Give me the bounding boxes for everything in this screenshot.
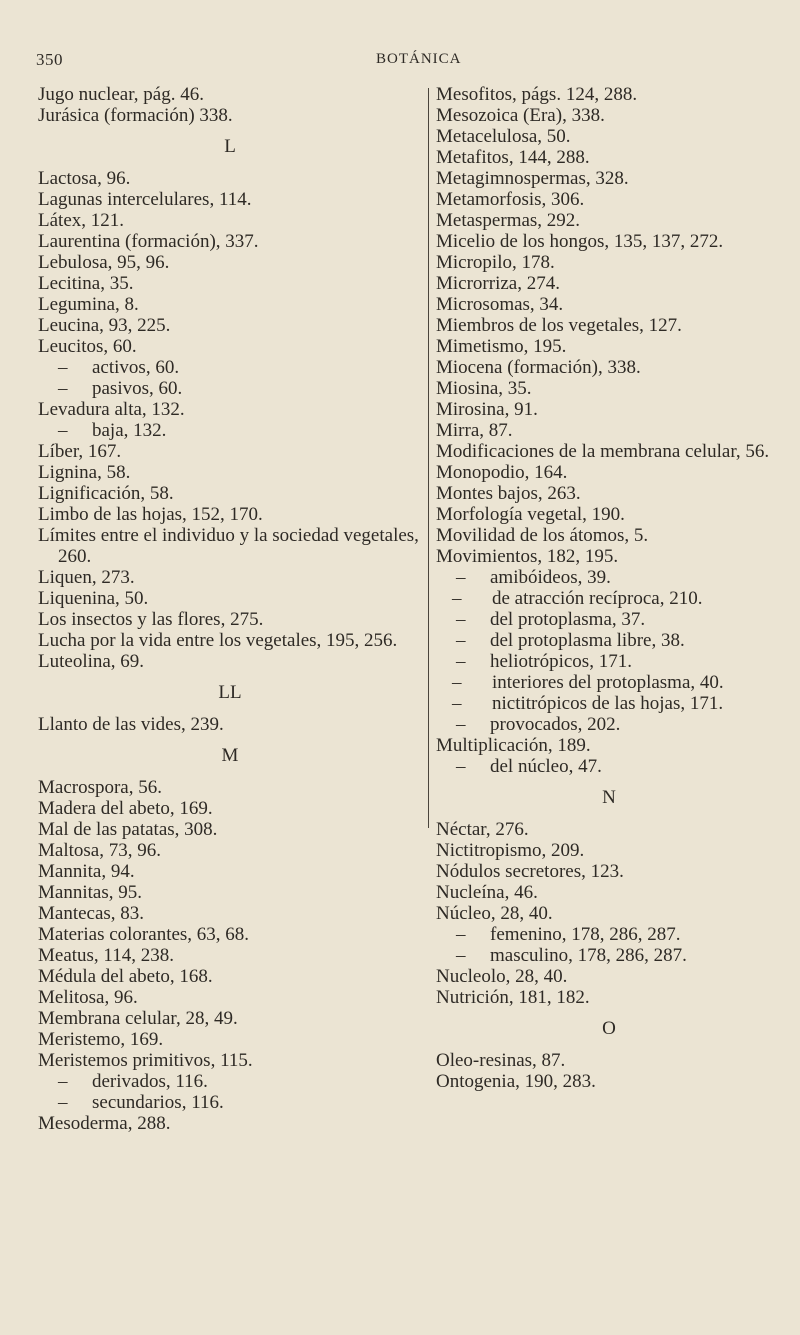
index-subentry: – del protoplasma libre, 38. <box>456 630 685 651</box>
index-subentry: – pasivos, 60. <box>58 378 183 399</box>
page-number: 350 <box>36 50 63 69</box>
index-entry: Ontogenia, 190, 283. <box>436 1071 596 1092</box>
index-entry: Lactosa, 96. <box>38 168 131 189</box>
index-entry: Los insectos y las flores, 275. <box>38 609 264 630</box>
index-entry: Nucleolo, 28, 40. <box>436 966 568 987</box>
index-entry: Liquenina, 50. <box>38 588 149 609</box>
index-entry: Jurásica (formación) 338. <box>38 105 233 126</box>
index-subentry: – secundarios, 116. <box>58 1092 224 1113</box>
index-entry: Meristemos primitivos, 115. <box>38 1050 253 1071</box>
ditto-dash: – <box>58 378 68 399</box>
index-entry: Modificaciones de la membrana celular, 56. <box>436 441 770 462</box>
index-entry: Nucleína, 46. <box>436 882 538 903</box>
ditto-dash: – <box>456 945 466 966</box>
index-subentry: – interiores del protoplasma, 40. <box>452 672 724 693</box>
section-heading-n: N <box>602 787 616 808</box>
index-entry: Microsomas, 34. <box>436 294 564 315</box>
ditto-dash: – <box>456 630 466 651</box>
index-entry: Mannita, 94. <box>38 861 135 882</box>
index-entry: Micropilo, 178. <box>436 252 555 273</box>
section-heading-m: M <box>221 745 239 766</box>
index-column-right <box>436 84 782 1092</box>
ditto-dash: – <box>58 357 68 378</box>
index-subentry: – activos, 60. <box>58 357 180 378</box>
index-entry: Médula del abeto, 168. <box>38 966 213 987</box>
ditto-dash: – <box>58 420 68 441</box>
index-entry: Metafitos, 144, 288. <box>436 147 590 168</box>
ditto-dash: – <box>58 1071 68 1092</box>
index-entry: Metaspermas, 292. <box>436 210 581 231</box>
index-entry: Látex, 121. <box>38 210 125 231</box>
index-entry: Movimientos, 182, 195. <box>436 546 619 567</box>
index-subentry: – femenino, 178, 286, 287. <box>456 924 681 945</box>
index-entry: Nictitropismo, 209. <box>436 840 585 861</box>
index-subentry: – baja, 132. <box>58 420 167 441</box>
index-entry: Limbo de las hojas, 152, 170. <box>38 504 263 525</box>
section-heading-ll: LL <box>218 682 242 703</box>
index-entry: Metacelulosa, 50. <box>436 126 571 147</box>
index-entry: Lecitina, 35. <box>38 273 134 294</box>
running-title: BOTÁNICA <box>376 51 462 67</box>
index-entry: Melitosa, 96. <box>38 987 138 1008</box>
index-entry: Movilidad de los átomos, 5. <box>436 525 649 546</box>
index-entry: Núcleo, 28, 40. <box>436 903 553 924</box>
index-entry: Miosina, 35. <box>436 378 532 399</box>
index-entry: Liquen, 273. <box>38 567 135 588</box>
index-entry: Lignificación, 58. <box>38 483 174 504</box>
ditto-dash: – <box>456 756 466 777</box>
index-entry: Oleo-resinas, 87. <box>436 1050 566 1071</box>
ditto-dash: – <box>58 1092 68 1113</box>
index-entry: Mimetismo, 195. <box>436 336 567 357</box>
index-entry: Materias colorantes, 63, 68. <box>38 924 250 945</box>
index-entry: Montes bajos, 263. <box>436 483 581 504</box>
index-entry: Legumina, 8. <box>38 294 139 315</box>
index-subentry: – del protoplasma, 37. <box>456 609 646 630</box>
ditto-dash: – <box>456 609 466 630</box>
index-entry: Mal de las patatas, 308. <box>38 819 218 840</box>
index-subentry: – nictitrópicos de las hojas, 171. <box>452 693 724 714</box>
ditto-dash: – <box>456 924 466 945</box>
index-subentry: – amibóideos, 39. <box>456 567 611 588</box>
index-entry: Macrospora, 56. <box>38 777 162 798</box>
section-heading-l: L <box>224 136 236 157</box>
page-header <box>36 50 476 78</box>
index-entry: Microrriza, 274. <box>436 273 560 294</box>
index-entry: Madera del abeto, 169. <box>38 798 213 819</box>
index-entry: Nódulos secretores, 123. <box>436 861 624 882</box>
ditto-dash: – <box>456 714 466 735</box>
index-entry: Leucitos, 60. <box>38 336 137 357</box>
ditto-dash: – <box>452 693 462 714</box>
ditto-dash: – <box>452 588 462 609</box>
index-entry: Meatus, 114, 238. <box>38 945 174 966</box>
index-entry: Leucina, 93, 225. <box>38 315 171 336</box>
index-subentry: – del núcleo, 47. <box>456 756 602 777</box>
index-entry: Laurentina (formación), 337. <box>38 231 259 252</box>
index-entry: Mirosina, 91. <box>436 399 538 420</box>
index-entry: Monopodio, 164. <box>436 462 568 483</box>
index-entry: Jugo nuclear, pág. 46. <box>38 84 204 105</box>
index-entry: Micelio de los hongos, 135, 137, 272. <box>436 231 724 252</box>
index-entry: Morfología vegetal, 190. <box>436 504 625 525</box>
index-entry: Límites entre el individuo y la sociedad vegetales, 260. <box>38 525 419 567</box>
index-entry: Metamorfosis, 306. <box>436 189 585 210</box>
index-subentry: – masculino, 178, 286, 287. <box>456 945 687 966</box>
index-column-left <box>38 84 422 1134</box>
index-entry: Levadura alta, 132. <box>38 399 185 420</box>
index-entry: Miocena (formación), 338. <box>436 357 641 378</box>
index-entry: Mannitas, 95. <box>38 882 142 903</box>
index-entry: Mesozoica (Era), 338. <box>436 105 605 126</box>
index-subentry: – de atracción recíproca, 210. <box>452 588 703 609</box>
index-entry: Mirra, 87. <box>436 420 513 441</box>
index-subentry: – provocados, 202. <box>456 714 621 735</box>
index-entry: Mantecas, 83. <box>38 903 145 924</box>
index-entry: Meristemo, 169. <box>38 1029 164 1050</box>
index-subentry: – derivados, 116. <box>58 1071 208 1092</box>
index-entry: Metagimnospermas, 328. <box>436 168 629 189</box>
index-entry: Líber, 167. <box>38 441 122 462</box>
index-entry: Lignina, 58. <box>38 462 131 483</box>
index-entry: Lucha por la vida entre los vegetales, 195, 256. <box>38 630 398 651</box>
index-entry: Mesoderma, 288. <box>38 1113 171 1134</box>
index-entry: Mesofitos, págs. 124, 288. <box>436 84 638 105</box>
index-entry: Lebulosa, 95, 96. <box>38 252 170 273</box>
index-entry: Lagunas intercelulares, 114. <box>38 189 252 210</box>
section-heading-o: O <box>602 1018 616 1039</box>
index-entry: Llanto de las vides, 239. <box>38 714 224 735</box>
index-entry: Multiplicación, 189. <box>436 735 591 756</box>
ditto-dash: – <box>456 651 466 672</box>
index-entry: Nutrición, 181, 182. <box>436 987 590 1008</box>
column-divider <box>428 88 429 828</box>
ditto-dash: – <box>456 567 466 588</box>
index-entry: Membrana celular, 28, 49. <box>38 1008 238 1029</box>
ditto-dash: – <box>452 672 462 693</box>
index-entry: Maltosa, 73, 96. <box>38 840 161 861</box>
index-entry: Luteolina, 69. <box>38 651 145 672</box>
index-entry: Miembros de los vegetales, 127. <box>436 315 682 336</box>
index-entry: Néctar, 276. <box>436 819 529 840</box>
index-subentry: – heliotrópicos, 171. <box>456 651 632 672</box>
